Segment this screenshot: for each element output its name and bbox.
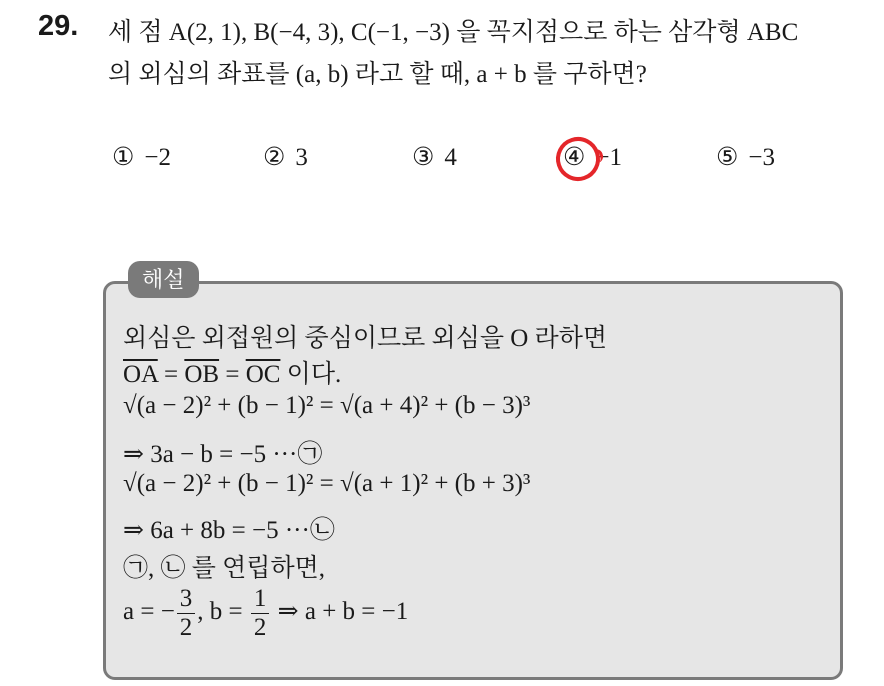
choice-4-mark: ④ bbox=[563, 144, 586, 171]
solution-tag: 해설 bbox=[128, 261, 199, 298]
solution-line-3: √(a − 2)² + (b − 1)² = √(a + 4)² + (b − 3)³ bbox=[123, 392, 531, 419]
solution-line-7: ㉠, ㉡ 를 연립하면, bbox=[123, 555, 326, 582]
choice-1-value: −2 bbox=[144, 144, 172, 171]
choice-1[interactable] bbox=[112, 142, 171, 172]
solution-line-2-tail: 이다. bbox=[280, 361, 342, 388]
choice-2-mark: ② bbox=[263, 144, 286, 171]
solution-line-8 bbox=[123, 585, 408, 642]
fraction-2-denominator: 2 bbox=[253, 614, 267, 641]
red-answer-circle bbox=[550, 131, 605, 186]
solution-line-5: √(a − 2)² + (b − 1)² = √(a + 1)² + (b + 3)³ bbox=[123, 470, 531, 497]
fraction-3-over-2 bbox=[177, 585, 196, 642]
equals-sign: = bbox=[157, 361, 185, 388]
solution-line-1: 외심은 외접원의 중심이므로 외심을 O 라하면 bbox=[123, 325, 608, 352]
solution-line-4: ⇒ 3a − b = −5 ···㉠ bbox=[123, 441, 323, 468]
question-text-line-1: 세 점 A(2, 1), B(−4, 3), C(−1, −3) 을 꼭지점으로 하는 삼각형 ABC bbox=[108, 19, 799, 46]
choice-2[interactable] bbox=[263, 142, 308, 172]
question-number: 29. bbox=[38, 10, 79, 42]
equals-sign: = bbox=[219, 361, 246, 388]
choice-3[interactable] bbox=[412, 142, 457, 172]
fraction-1-denominator: 2 bbox=[179, 614, 193, 641]
fraction-1-over-2 bbox=[251, 585, 270, 642]
segment-ob: $\overline{OB}$ bbox=[184, 361, 220, 388]
choice-2-value: 3 bbox=[295, 144, 308, 171]
solution-line-8-b: , b = bbox=[197, 598, 249, 626]
solution-line-8-c: ⇒ a + b = −1 bbox=[271, 598, 409, 626]
solution-line-8-a: a = − bbox=[123, 598, 175, 626]
choice-5-value: −3 bbox=[748, 144, 776, 171]
choice-4-value: −1 bbox=[595, 144, 623, 171]
question-text-line-2: 의 외심의 좌표를 (a, b) 라고 할 때, a + b 를 구하면? bbox=[108, 61, 647, 88]
choice-5[interactable] bbox=[716, 142, 775, 172]
fraction-1-numerator: 3 bbox=[177, 585, 196, 614]
segment-oc: $\overline{OC}$ bbox=[245, 361, 281, 388]
fraction-2-numerator: 1 bbox=[251, 585, 270, 614]
choice-3-value: 4 bbox=[444, 144, 457, 171]
solution-line-6: ⇒ 6a + 8b = −5 ···㉡ bbox=[123, 517, 335, 544]
choice-3-mark: ③ bbox=[412, 144, 435, 171]
choice-1-mark: ① bbox=[112, 144, 135, 171]
choice-5-mark: ⑤ bbox=[716, 144, 739, 171]
solution-line-2 bbox=[123, 354, 341, 390]
segment-oa: $\overline{OA}$ bbox=[123, 361, 158, 388]
